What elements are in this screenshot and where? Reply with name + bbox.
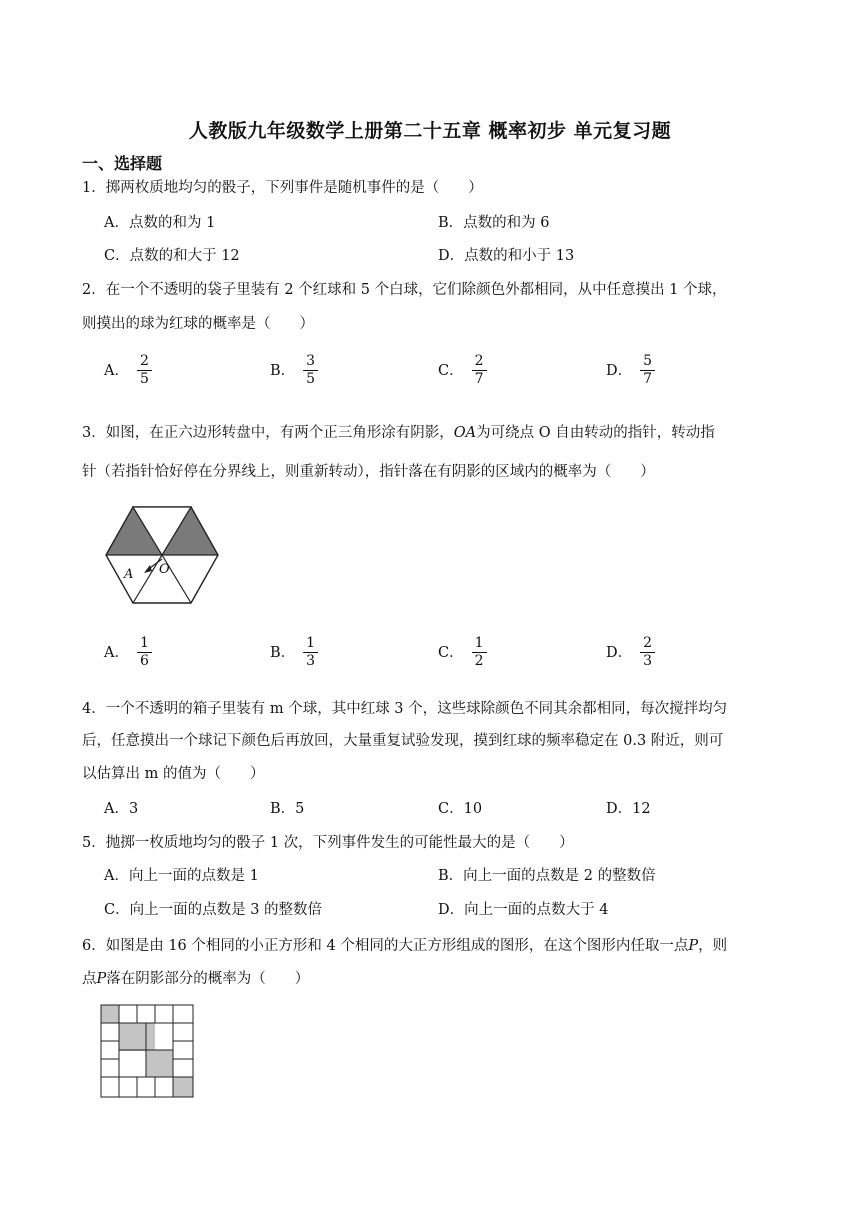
numerator: 1 xyxy=(303,635,318,653)
square-grid-figure xyxy=(100,1004,194,1098)
denominator: 5 xyxy=(139,371,149,387)
q6-stem-part3: 点 xyxy=(82,971,97,987)
label-o: O xyxy=(159,562,170,577)
q2-option-b[interactable] xyxy=(270,353,318,388)
shaded-small-square xyxy=(101,1005,119,1023)
option-letter: B． xyxy=(270,362,296,379)
q2-stem-line2: 则摸出的球为红球的概率是（ ） xyxy=(82,316,314,332)
shaded-large-square xyxy=(119,1023,155,1051)
q5-stem: 5．抛掷一枚质地均匀的骰子 1 次，下列事件发生的可能性最大的是（ ） xyxy=(82,835,574,851)
q2-stem-line1: 2．在一个不透明的袋子里装有 2 个红球和 5 个白球，它们除颜色外都相同，从中任意摸出 1 个球， xyxy=(82,282,727,298)
option-letter: D． xyxy=(606,644,633,661)
p-symbol: P xyxy=(96,971,107,987)
q4-stem-line1: 4．一个不透明的箱子里装有 m 个球，其中红球 3 个，这些球除颜色不同其余都相同，每次搅拌均匀 xyxy=(82,701,728,717)
denominator: 6 xyxy=(139,653,149,669)
numerator: 3 xyxy=(303,353,318,371)
option-letter: A． xyxy=(104,644,129,661)
q1-stem: 1．掷两枚质地均匀的骰子，下列事件是随机事件的是（ ） xyxy=(82,180,483,196)
page-title: 人教版九年级数学上册第二十五章 概率初步 单元复习题 xyxy=(188,120,672,142)
q1-option-c[interactable]: C．点数的和大于 12 xyxy=(104,248,240,264)
q5-option-b[interactable]: B．向上一面的点数是 2 的整数倍 xyxy=(438,868,656,884)
q6-stem-part2: ，则 xyxy=(698,938,728,954)
label-a: A xyxy=(124,567,134,582)
option-letter: C． xyxy=(438,644,464,661)
q3-stem-part2: 为可绕点 O 自由转动的指针，转动指 xyxy=(476,425,715,441)
fraction xyxy=(640,635,655,670)
q2-option-a[interactable] xyxy=(104,353,152,388)
q4-option-c[interactable]: C．10 xyxy=(438,801,483,817)
q6-stem-part1: 6．如图是由 16 个相同的小正方形和 4 个相同的大正方形组成的图形，在这个图形内任取一点 xyxy=(82,938,689,954)
numerator: 1 xyxy=(472,635,487,653)
p-symbol: P xyxy=(688,938,699,954)
numerator: 2 xyxy=(640,635,655,653)
shaded-small-square xyxy=(173,1077,193,1097)
q6-stem-part4: 落在阴影部分的概率为（ ） xyxy=(106,971,310,987)
q1-option-a[interactable]: A．点数的和为 1 xyxy=(104,215,216,231)
oa-symbol: OA xyxy=(453,425,477,441)
q6-stem-line1 xyxy=(82,936,727,956)
q2-option-d[interactable] xyxy=(606,353,655,388)
denominator: 7 xyxy=(474,371,484,387)
q5-option-c[interactable]: C．向上一面的点数是 3 的整数倍 xyxy=(104,902,323,918)
q3-stem-part1: 3．如图，在正六边形转盘中，有两个正三角形涂有阴影， xyxy=(82,425,454,441)
numerator: 1 xyxy=(137,635,152,653)
denominator: 7 xyxy=(643,371,653,387)
fraction xyxy=(472,353,487,388)
fraction xyxy=(137,635,152,670)
numerator: 2 xyxy=(137,353,152,371)
section-heading: 一、选择题 xyxy=(82,154,163,173)
q3-stem-line1 xyxy=(82,423,715,443)
q3-option-b[interactable] xyxy=(270,635,318,670)
q3-stem-line2: 针（若指针恰好停在分界线上，则重新转动），指针落在有阴影的区域内的概率为（ ） xyxy=(82,464,655,480)
q4-option-b[interactable]: B．5 xyxy=(270,801,305,817)
denominator: 5 xyxy=(306,371,316,387)
option-letter: A． xyxy=(104,362,129,379)
q3-option-a[interactable] xyxy=(104,635,152,670)
denominator: 2 xyxy=(474,653,484,669)
q1-option-b[interactable]: B．点数的和为 6 xyxy=(438,215,550,231)
q4-stem-line2: 后，任意摸出一个球记下颜色后再放回，大量重复试验发现，摸到红球的频率稳定在 0.3 附近，则可 xyxy=(82,733,724,749)
numerator: 2 xyxy=(472,353,487,371)
q1-option-d[interactable]: D．点数的和小于 13 xyxy=(438,248,575,264)
denominator: 3 xyxy=(643,653,653,669)
q3-option-c[interactable] xyxy=(438,635,487,670)
numerator: 5 xyxy=(640,353,655,371)
q4-stem-line3: 以估算出 m 的值为（ ） xyxy=(82,766,265,782)
option-letter: D． xyxy=(606,362,633,379)
q5-option-a[interactable]: A．向上一面的点数是 1 xyxy=(104,868,259,884)
option-letter: C． xyxy=(438,362,464,379)
q4-option-d[interactable]: D．12 xyxy=(606,801,651,817)
q5-option-d[interactable]: D．向上一面的点数大于 4 xyxy=(438,902,609,918)
pointer-arrowhead xyxy=(144,565,152,573)
hexagon-spinner-figure xyxy=(104,505,220,605)
denominator: 3 xyxy=(306,653,316,669)
q2-option-c[interactable] xyxy=(438,353,487,388)
q4-option-a[interactable]: A．3 xyxy=(104,801,139,817)
option-letter: B． xyxy=(270,644,296,661)
fraction xyxy=(303,353,318,388)
fraction xyxy=(137,353,152,388)
fraction xyxy=(640,353,655,388)
fraction xyxy=(472,635,487,670)
shaded-large-square xyxy=(146,1050,173,1077)
q3-option-d[interactable] xyxy=(606,635,655,670)
q6-stem-line2 xyxy=(82,969,309,989)
fraction xyxy=(303,635,318,670)
